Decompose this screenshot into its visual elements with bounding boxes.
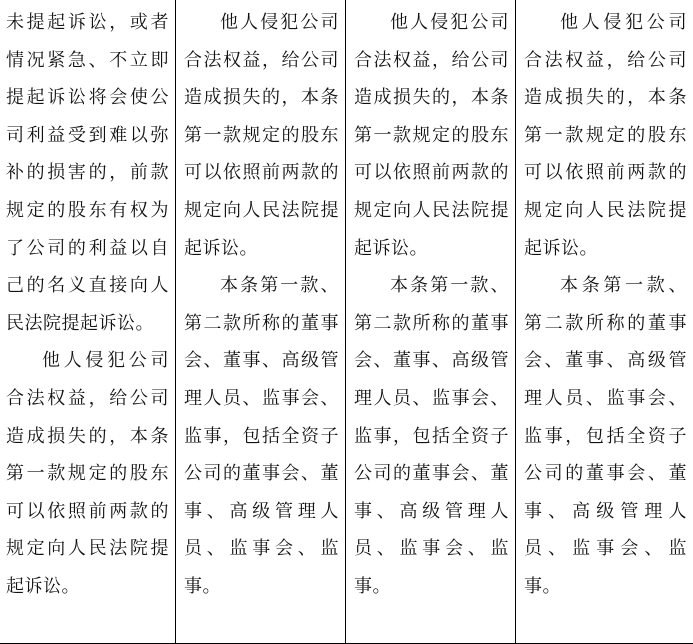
paragraph: 他人侵犯公司合法权益，给公司造成损失的，本条第一款规定的股东可以依照前两款的规定向人民法院提起诉讼。 bbox=[6, 350, 169, 597]
paragraph: 未提起诉讼，或者情况紧急、不立即提起诉讼将会使公司利益受到难以弥补的损害的，前款规定的股东有权为了公司的利益以自己的名义直接向人民法院提起诉讼。 bbox=[6, 12, 169, 334]
paragraph: 本条第一款、第二款所称的董事会、董事、高级管理人员、监事会、监事，包括全资子公司的董事会、董事、高级管理人员、监事会、监事。 bbox=[184, 275, 339, 597]
table-cell-col-3 bbox=[345, 0, 515, 643]
table-cell-col-4 bbox=[515, 0, 693, 643]
paragraph: 他人侵犯公司合法权益，给公司造成损失的，本条第一款规定的股东可以依照前两款的规定向人民法院提起诉讼。 bbox=[184, 12, 339, 259]
table-cell-col-1 bbox=[0, 0, 175, 643]
paragraph: 本条第一款、第二款所称的董事会、董事、高级管理人员、监事会、监事，包括全资子公司的董事会、董事、高级管理人员、监事会、监事。 bbox=[354, 275, 509, 597]
paragraph: 他人侵犯公司合法权益，给公司造成损失的，本条第一款规定的股东可以依照前两款的规定向人民法院提起诉讼。 bbox=[524, 12, 687, 259]
table-cell-col-2 bbox=[175, 0, 345, 643]
paragraph: 他人侵犯公司合法权益，给公司造成损失的，本条第一款规定的股东可以依照前两款的规定向人民法院提起诉讼。 bbox=[354, 12, 509, 259]
paragraph: 本条第一款、第二款所称的董事会、董事、高级管理人员、监事会、监事，包括全资子公司的董事会、董事、高级管理人员、监事会、监事。 bbox=[524, 275, 687, 597]
